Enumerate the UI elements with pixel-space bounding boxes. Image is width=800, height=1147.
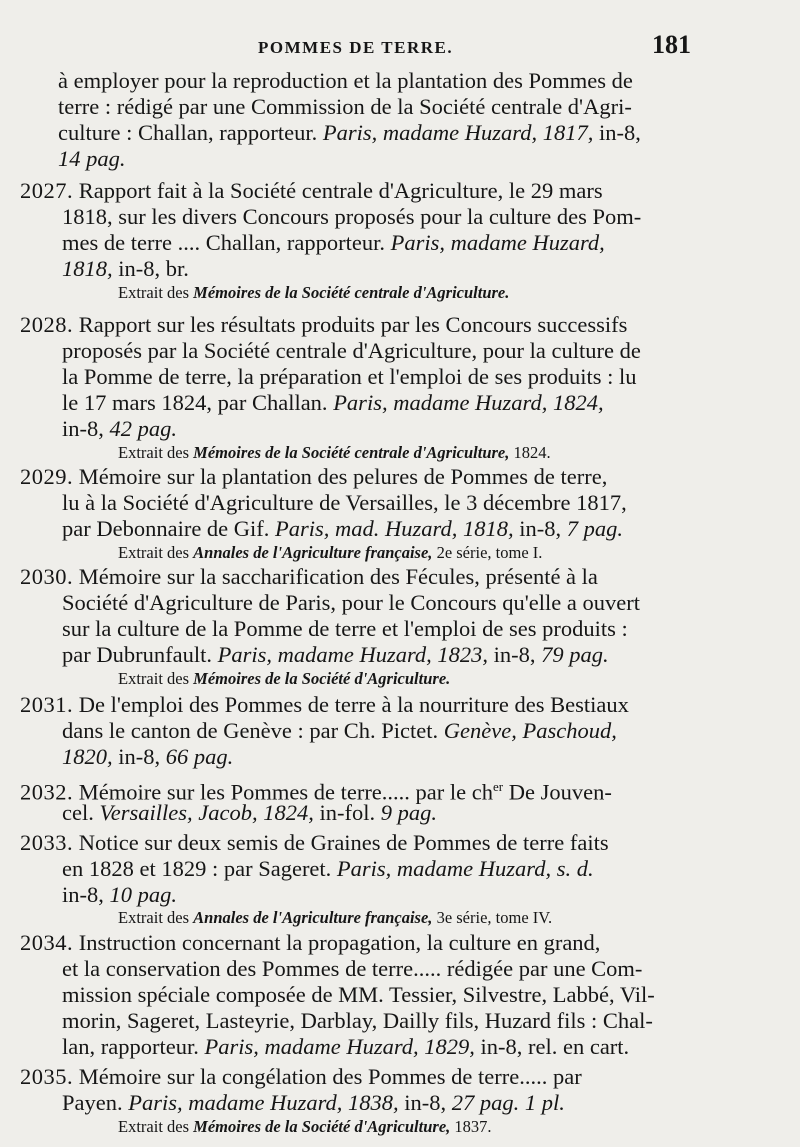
entry-line: la Pomme de terre, la préparation et l'emploi de ses produits : lu [62, 364, 637, 389]
entry-number: 2032. [20, 779, 74, 805]
entry-line: lu à la Société d'Agriculture de Versailles, le 3 décembre 1817, [62, 490, 627, 515]
extract-note: Extrait des Mémoires de la Société centrale d'Agriculture, 1824. [118, 443, 551, 462]
pagination: 27 pag. 1 pl. [451, 1090, 565, 1115]
entry-line: 2029. Mémoire sur la plantation des pelures de Pommes de terre, [20, 464, 608, 489]
publisher-imprint: Genève, Paschoud, [443, 718, 617, 743]
entry-line: dans le canton de Genève : par Ch. Pictet. Genève, Paschoud, [62, 718, 617, 743]
entry-line: par Debonnaire de Gif. Paris, mad. Huzard, 1818, in-8, 7 pag. [62, 516, 623, 541]
entry-line: cel. Versailles, Jacob, 1824, in-fol. 9 pag. [62, 800, 437, 825]
entry-line: 2034. Instruction concernant la propagation, la culture en grand, [20, 930, 601, 955]
entry-line: et la conservation des Pommes de terre..... rédigée par une Com- [62, 956, 643, 981]
entry-line: sur la culture de la Pomme de terre et l'emploi de ses produits : [62, 616, 628, 641]
entry-number: 2034. [20, 930, 74, 955]
pagination: 10 pag. [109, 882, 177, 907]
running-head-title: POMMES DE TERRE. [258, 38, 454, 57]
entry-line: le 17 mars 1824, par Challan. Paris, madame Huzard, 1824, [62, 390, 604, 415]
entry-line: en 1828 et 1829 : par Sageret. Paris, madame Huzard, s. d. [62, 856, 594, 881]
publisher-imprint: Paris, mad. Huzard, 1818, [275, 516, 514, 541]
pagination: 42 pag. [109, 416, 177, 441]
publisher-imprint: Paris, madame Huzard, 1817, [322, 120, 594, 145]
entry-line: 2028. Rapport sur les résultats produits par les Concours successifs [20, 312, 628, 337]
publisher-imprint: Paris, madame Huzard, 1823, [217, 642, 488, 667]
entry-line: proposés par la Société centrale d'Agriculture, pour la culture de [62, 338, 641, 363]
entry-number: 2030. [20, 564, 74, 589]
running-head [0, 30, 800, 70]
publisher-imprint: Paris, madame Huzard, 1824, [333, 390, 604, 415]
pagination: 66 pag. [165, 744, 234, 769]
entry-line: à employer pour la reproduction et la plantation des Pommes de [58, 68, 633, 93]
pagination: 14 pag. [58, 146, 126, 171]
entry-line: terre : rédigé par une Commission de la Société centrale d'Agri- [58, 94, 632, 119]
publisher-imprint: Paris, madame Huzard, [390, 230, 605, 255]
publisher-imprint: Paris, madame Huzard, 1838, [128, 1090, 399, 1115]
entry-line: in-8, 10 pag. [62, 882, 177, 907]
entry-line: Société d'Agriculture de Paris, pour le Concours qu'elle a ouvert [62, 590, 640, 615]
entry-number: 2035. [20, 1064, 74, 1089]
entry-line: morin, Sageret, Lasteyrie, Darblay, Dailly fils, Huzard fils : Chal- [62, 1008, 653, 1033]
entry-line: mes de terre .... Challan, rapporteur. Paris, madame Huzard, [62, 230, 605, 255]
entry-number: 2029. [20, 464, 74, 489]
entry-line [58, 146, 126, 172]
entry-line: 2031. De l'emploi des Pommes de terre à la nourriture des Bestiaux [20, 692, 629, 717]
entry-line: culture : Challan, rapporteur. Paris, madame Huzard, 1817, in-8, [58, 120, 641, 145]
publisher-imprint: Paris, madame Huzard, s. d. [336, 856, 594, 881]
entry-number: 2027. [20, 178, 74, 203]
entry-line: 2035. Mémoire sur la congélation des Pommes de terre..... par [20, 1064, 582, 1089]
extract-note: Extrait des Annales de l'Agriculture française, 2e série, tome I. [118, 543, 543, 562]
entry-line: lan, rapporteur. Paris, madame Huzard, 1829, in-8, rel. en cart. [62, 1034, 630, 1059]
pagination: 79 pag. [541, 642, 609, 667]
entry-number: 2033. [20, 830, 74, 855]
extract-note: Extrait des Mémoires de la Société d'Agriculture, 1837. [118, 1117, 492, 1136]
extract-note: Extrait des Annales de l'Agriculture française, 3e série, tome IV. [118, 908, 553, 927]
entry-line: 1820, in-8, 66 pag. [62, 744, 234, 769]
extract-note: Extrait des Mémoires de la Société centrale d'Agriculture. [118, 283, 510, 302]
entry-line: Payen. Paris, madame Huzard, 1838, in-8, 27 pag. 1 pl. [62, 1090, 565, 1115]
entry-line: 1818, in-8, br. [62, 256, 189, 281]
pagination: 9 pag. [380, 800, 437, 825]
page-number: 181 [652, 30, 691, 59]
entry-line: par Dubrunfault. Paris, madame Huzard, 1823, in-8, 79 pag. [62, 642, 609, 667]
entry-line: 2027. Rapport fait à la Société centrale d'Agriculture, le 29 mars [20, 178, 603, 203]
entry-line: mission spéciale composée de MM. Tessier, Silvestre, Labbé, Vil- [62, 982, 655, 1007]
entry-number: 2031. [20, 692, 74, 717]
entry-line: 2030. Mémoire sur la saccharification des Fécules, présenté à la [20, 564, 598, 589]
publisher-imprint: Paris, madame Huzard, 1829, [204, 1034, 475, 1059]
entry-line: 1818, sur les divers Concours proposés pour la culture des Pom- [62, 204, 642, 229]
entry-line: 2033. Notice sur deux semis de Graines de Pommes de terre faits [20, 830, 609, 855]
pagination: 7 pag. [566, 516, 623, 541]
entry-line: in-8, 42 pag. [62, 416, 177, 441]
entry-line: 2032. Mémoire sur les Pommes de terre..... par le $ch^{er}$ De Jouven- [20, 779, 612, 805]
publisher-imprint: Versailles, Jacob, 1824, [99, 800, 314, 825]
entry-number: 2028. [20, 312, 74, 337]
extract-note: Extrait des Mémoires de la Société d'Agriculture. [118, 669, 451, 688]
